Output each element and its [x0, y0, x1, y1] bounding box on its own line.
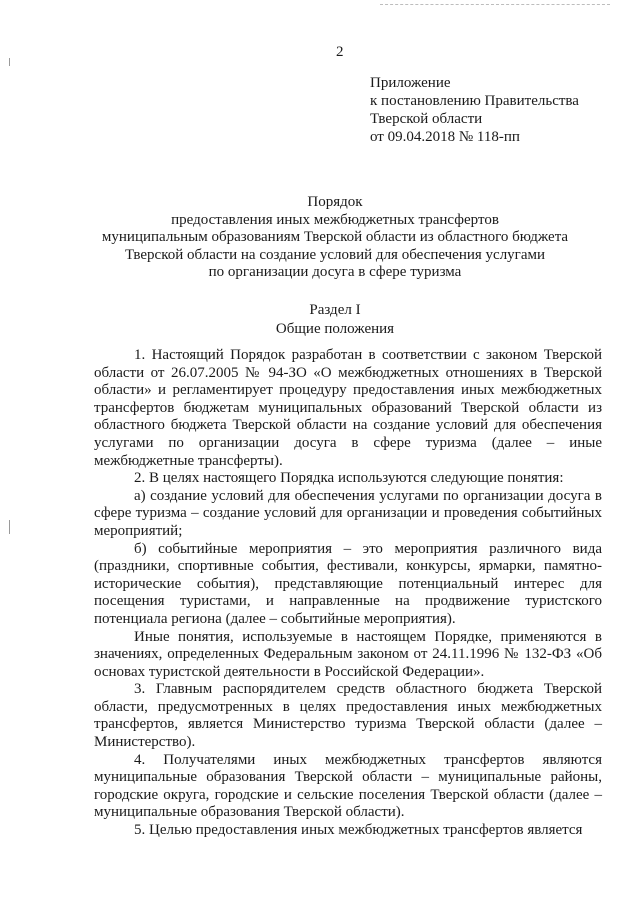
paragraph: а) создание условий для обеспечения услугами по организации досуга в сфере туризма – создание условий для организации и проведения событийных мероприятий; [94, 487, 602, 539]
paragraph: 4. Получателями иных межбюджетных трансфертов являются муниципальные образования Тверской области – муниципальные районы, городские округа, городские и сельские поселения Тверской области (далее – муниципальные образования Тверской области). [94, 751, 602, 821]
title-line: предоставления иных межбюджетных трансфертов [171, 211, 499, 228]
title-line: муниципальным образованиям Тверской области из областного бюджета [101, 229, 569, 245]
section-name: Общие положения [275, 321, 395, 337]
paragraph: Иные понятия, используемые в настоящем Порядке, применяются в значениях, определенных Федеральным законом от 24.11.1996 № 132-ФЗ «Об основах туристской деятельности в Российской Федерации». [94, 628, 602, 680]
appendix-line: Приложение [370, 75, 451, 91]
scan-margin-mark [9, 58, 10, 66]
page-number: 2 [336, 44, 344, 60]
appendix-line: от 09.04.2018 № 118-пп [370, 129, 520, 145]
appendix-line: к постановлению Правительства [370, 93, 579, 109]
paragraph: 2. В целях настоящего Порядка используются следующие понятия: [134, 470, 564, 487]
scan-margin-mark [9, 520, 10, 534]
section-number: Раздел I [309, 302, 361, 318]
paragraph: 3. Главным распорядителем средств областного бюджета Тверской области, предусмотренных в целях предоставления иных межбюджетных трансфертов, является Министерство туризма Тверской области (далее – Министерство). [94, 681, 602, 751]
appendix-header [370, 74, 579, 146]
appendix-line: Тверской области [370, 111, 483, 127]
title-line: Порядок [307, 194, 363, 210]
section-heading [60, 301, 610, 339]
document-body [94, 347, 602, 840]
title-line: Тверской области на создание условий для обеспечения услугами [124, 246, 546, 263]
document-title [60, 194, 610, 282]
scan-edge-marks [380, 4, 610, 6]
paragraph: б) событийные мероприятия – это мероприятия различного вида (праздники, спортивные события, фестивали, конкурсы, ярмарки, памятно-исторические события), представляющие потенциальный интерес для посещения туристами, и направленные на продвижение туристского потенциала региона (далее – событийные мероприятия). [94, 540, 602, 627]
paragraph: 1. Настоящий Порядок разработан в соответствии с законом Тверской области от 26.07.2005 № 94-ЗО «О межбюджетных отношениях в Тверской области» и регламентирует процедуру предоставления иных межбюджетных трансфертов бюджетам муниципальных образований Тверской области из областного бюджета Тверской области на создание условий для обеспечения услугами по организации досуга в сфере туризма (далее – иные межбюджетные трансферты). [94, 347, 602, 469]
title-line: по организации досуга в сфере туризма [208, 264, 462, 280]
paragraph: 5. Целью предоставления иных межбюджетных трансфертов является [134, 822, 583, 839]
